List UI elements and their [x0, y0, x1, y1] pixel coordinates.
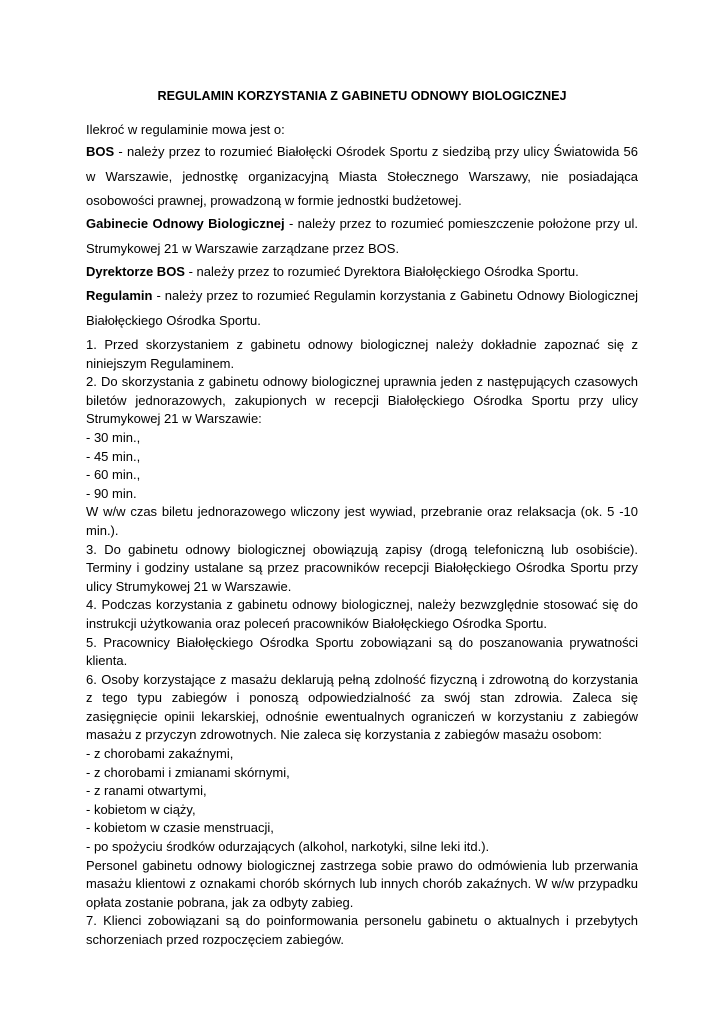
duration-item: - 30 min.,: [86, 429, 141, 445]
rules-section: [86, 336, 638, 950]
contraindication-item: - z chorobami i zmianami skórnymi,: [86, 764, 290, 780]
rule-6-note: Personel gabinetu odnowy biologicznej zastrzega sobie prawo do odmówienia lub przerwania masażu klientowi z oznakami chorób skórnych lub innych chorób zakaźnych. W w/w przypadku opłata zostanie pobrana, jak za odbyty zabieg.: [86, 857, 638, 910]
definition-regulamin: [86, 284, 638, 333]
definition-term: Dyrektorze BOS: [86, 264, 185, 279]
definition-term: Regulamin: [86, 288, 153, 303]
definition-text: - należy przez to rozumieć Dyrektora Białołęckiego Ośrodka Sportu.: [184, 264, 579, 279]
definition-dyrektor: [86, 260, 638, 285]
definition-text: - należy przez to rozumieć Białołęcki Ośrodek Sportu z siedzibą przy ulicy Światowida 56 w Warszawie, jednostkę organizacyjną Miasta Stołecznego Warszawy, nie posiadająca osobowości prawnej, prowadzoną w formie jednostki budżetowej.: [86, 144, 638, 208]
duration-item: - 60 min.,: [86, 467, 141, 483]
document-title: REGULAMIN KORZYSTANIA Z GABINETU ODNOWY BIOLOGICZNEJ: [157, 89, 567, 103]
definition-term: BOS: [86, 144, 115, 159]
contraindication-item: - z chorobami zakaźnymi,: [86, 746, 234, 762]
contraindication-item: - po spożyciu środków odurzających (alkohol, narkotyki, silne leki itd.).: [86, 839, 490, 855]
definition-term: Gabinecie Odnowy Biologicznej: [86, 216, 285, 231]
rule-6: 6. Osoby korzystające z masażu deklarują pełną zdolność fizyczną i zdrowotną do korzystania z tego typu zabiegów i ponoszą odpowiedzialność za swój stan zdrowia. Zaleca się zasięgnięcie opinii lekarskiej, odnośnie ewentualnych ograniczeń w korzystaniu z zabiegów masażu z przyczyn zdrowotnych. Nie zaleca się korzystania z zabiegów masażu osobom:: [86, 671, 638, 743]
definition-text: - należy przez to rozumieć pomieszczenie położone przy ul. Strumykowej 21 w Warszawie zarządzane przez BOS.: [86, 216, 638, 256]
intro-line: Ilekroć w regulaminie mowa jest o:: [86, 122, 285, 137]
contraindication-item: - z ranami otwartymi,: [86, 783, 207, 799]
rule-3: 3. Do gabinetu odnowy biologicznej obowiązują zapisy (drogą telefoniczną lub osobiście). Terminy i godziny ustalane są przez pracowników recepcji Białołęckiego Ośrodka Sportu przy ulicy Strumykowej 21 w Warszawie.: [86, 541, 638, 594]
rule-4: 4. Podczas korzystania z gabinetu odnowy biologicznej, należy bezwzględnie stosować się do instrukcji użytkowania oraz poleceń pracowników Białołęckiego Ośrodka Sportu.: [86, 597, 638, 631]
rule-7: 7. Klienci zobowiązani są do poinformowania personelu gabinetu o aktualnych i przebytych schorzeniach przed rozpoczęciem zabiegów.: [86, 913, 638, 947]
contraindication-item: - kobietom w ciąży,: [86, 801, 196, 817]
duration-item: - 90 min.: [86, 485, 137, 501]
definition-gabinet: [86, 212, 638, 261]
rule-1: 1. Przed skorzystaniem z gabinetu odnowy biologicznej należy dokładnie zapoznać się z niniejszym Regulaminem.: [86, 337, 638, 371]
rule-2-note: W w/w czas biletu jednorazowego wliczony jest wywiad, przebranie oraz relaksacja (ok. 5 -10 min.).: [86, 504, 638, 538]
definition-bos: [86, 140, 638, 214]
contraindication-item: - kobietom w czasie menstruacji,: [86, 820, 274, 836]
duration-item: - 45 min.,: [86, 448, 141, 464]
definition-text: - należy przez to rozumieć Regulamin korzystania z Gabinetu Odnowy Biologicznej Białołęckiego Ośrodka Sportu.: [86, 288, 638, 328]
rule-5: 5. Pracownicy Białołęckiego Ośrodka Sportu zobowiązani są do poszanowania prywatności klienta.: [86, 634, 638, 669]
rule-2: 2. Do skorzystania z gabinetu odnowy biologicznej uprawnia jeden z następujących czasowych biletów jednorazowych, zakupionych w recepcji Białołęckiego Ośrodka Sportu przy ulicy Strumykowej 21 w Warszawie:: [86, 374, 638, 427]
